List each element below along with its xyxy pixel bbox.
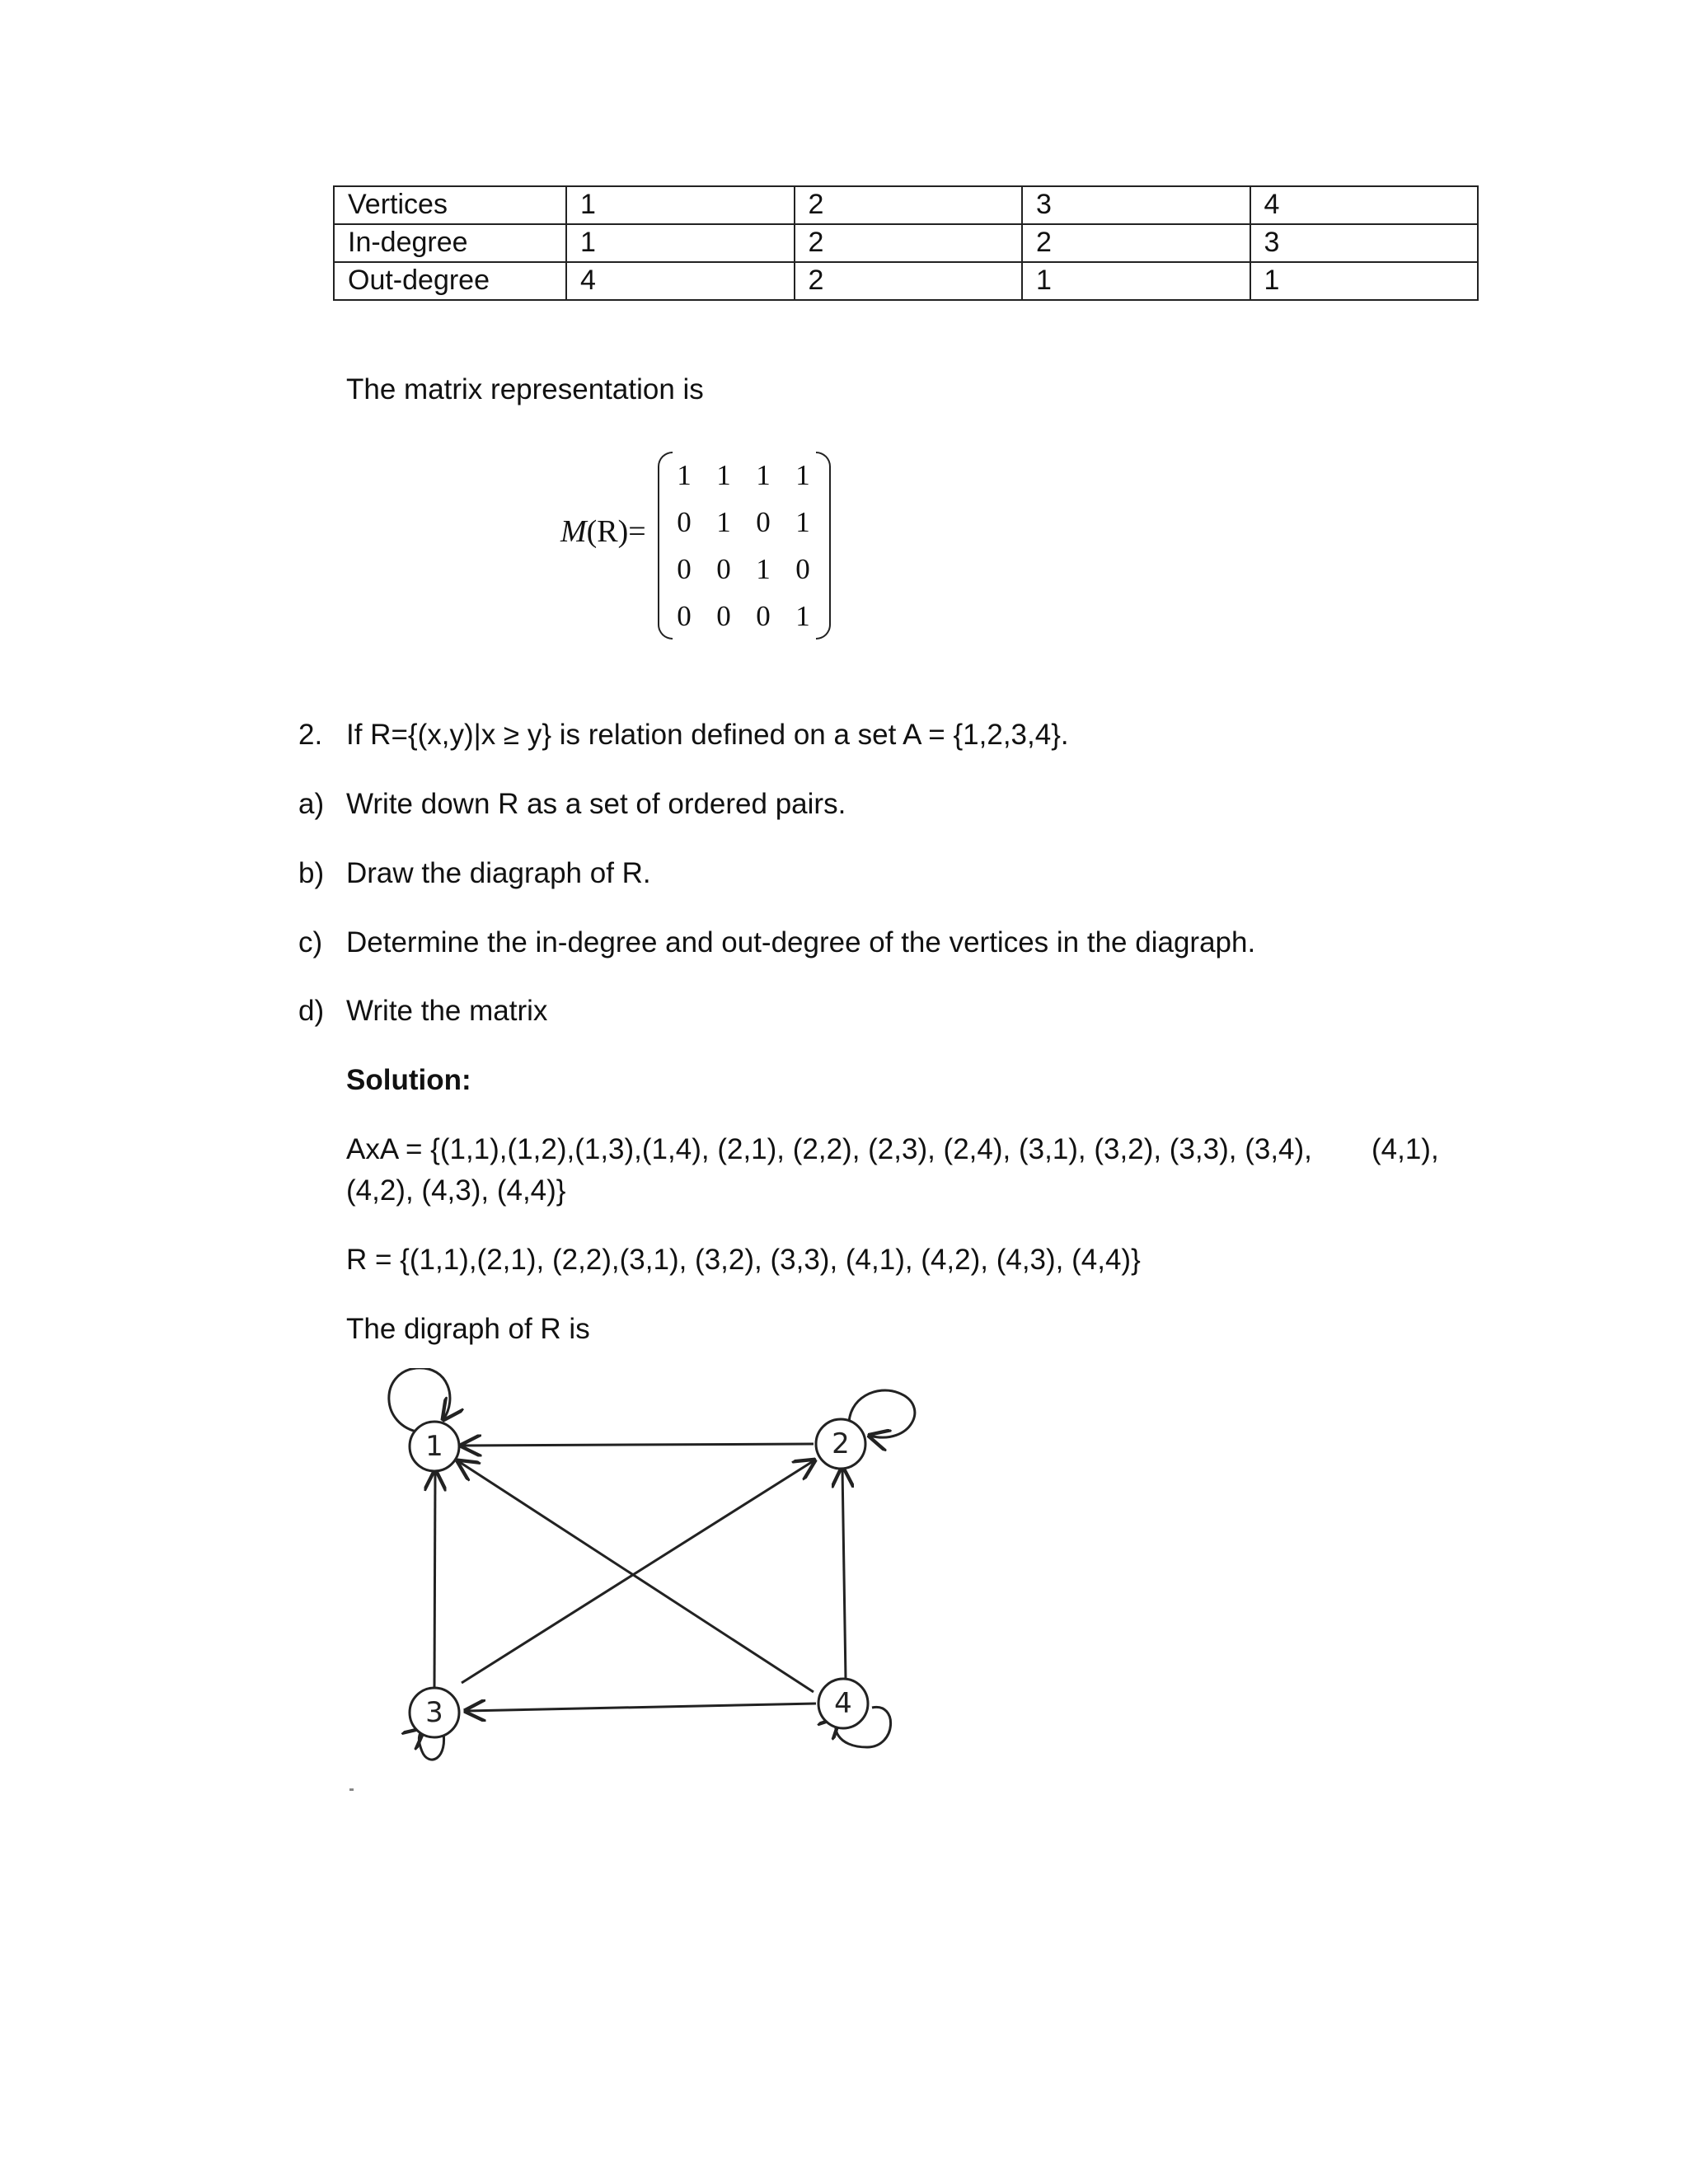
solution-heading: Solution: (346, 1064, 471, 1096)
table-cell: 2 (795, 224, 1023, 262)
row-header: In-degree (334, 224, 566, 262)
node-label: 4 (834, 1687, 852, 1720)
part-marker: b) (298, 857, 325, 889)
table-cell: 2 (1022, 224, 1250, 262)
table-cell: 2 (795, 186, 1023, 224)
table-cell: 1 (566, 186, 795, 224)
degree-table (333, 185, 1479, 301)
table-cell: 1 (1022, 262, 1250, 300)
part-marker: c) (298, 926, 323, 958)
matrix-cell: 0 (677, 599, 692, 632)
question-number: 2. (298, 719, 323, 751)
part-text: Determine the in-degree and out-degree of the vertices in the diagraph. (346, 926, 1256, 958)
table-cell: 2 (795, 262, 1023, 300)
matrix-cell: 1 (756, 458, 771, 491)
axa-line: AxA = {(1,1),(1,2),(1,3),(1,4), (2,1), (2,2), (2,3), (2,4), (3,1), (3,2), (3,3), (3,4), (346, 1133, 1312, 1165)
part-text: Draw the diagraph of R. (346, 857, 651, 889)
table-cell: 3 (1022, 186, 1250, 224)
node-label: 3 (425, 1696, 443, 1729)
matrix-cell: 0 (716, 552, 731, 585)
matrix-grid (664, 452, 823, 640)
stray-mark (349, 1788, 354, 1791)
node-1 (410, 1422, 459, 1471)
edge-2-to-1 (462, 1444, 814, 1446)
matrix-cell: 0 (756, 599, 771, 632)
edge-3-to-1 (434, 1471, 435, 1689)
table-cell: 4 (566, 262, 795, 300)
row-header: Out-degree (334, 262, 566, 300)
matrix-label-arg: (R)= (586, 514, 646, 549)
matrix-cell: 0 (677, 552, 692, 585)
axa-line-end: (4,1), (1372, 1133, 1439, 1165)
matrix-cell: 1 (716, 458, 731, 491)
table-cell: 3 (1250, 224, 1479, 262)
digraph-caption: The digraph of R is (346, 1313, 590, 1345)
question-text: If R={(x,y)|x ≥ y} is relation defined on a set A = {1,2,3,4}. (346, 719, 1069, 751)
matrix-cell: 1 (795, 505, 810, 538)
matrix-cell: 1 (716, 505, 731, 538)
edge-3-to-2 (462, 1460, 814, 1683)
matrix-cell: 0 (716, 599, 731, 632)
axa-line-continued: (4,2), (4,3), (4,4)} (346, 1174, 566, 1207)
adjacency-matrix (560, 452, 841, 640)
edge-4-to-2 (842, 1468, 846, 1679)
node-3 (410, 1688, 459, 1737)
part-marker: d) (298, 995, 325, 1027)
table-row (334, 186, 1478, 224)
edge-4-to-3 (466, 1704, 816, 1711)
node-4 (818, 1679, 868, 1728)
row-header: Vertices (334, 186, 566, 224)
part-text: Write down R as a set of ordered pairs. (346, 788, 846, 820)
matrix-label-func: M (560, 514, 587, 549)
matrix-cell: 1 (795, 458, 810, 491)
right-parenthesis (816, 452, 831, 640)
node-label: 2 (832, 1427, 850, 1460)
matrix-cell: 0 (677, 505, 692, 538)
matrix-cell: 0 (756, 505, 771, 538)
matrix-cell: 1 (795, 599, 810, 632)
part-marker: a) (298, 788, 325, 820)
table-row (334, 262, 1478, 300)
table-cell: 1 (1250, 262, 1479, 300)
r-set: R = {(1,1),(2,1), (2,2),(3,1), (3,2), (3,3), (4,1), (4,2), (4,3), (4,4)} (346, 1244, 1141, 1276)
node-label: 1 (425, 1430, 443, 1463)
matrix-intro: The matrix representation is (346, 373, 704, 405)
table-row (334, 224, 1478, 262)
table-cell: 4 (1250, 186, 1479, 224)
digraph-drawing (363, 1368, 956, 1780)
part-text: Write the matrix (346, 995, 548, 1027)
table-cell: 1 (566, 224, 795, 262)
matrix-cell: 1 (677, 458, 692, 491)
matrix-cell: 0 (795, 552, 810, 585)
matrix-label (560, 516, 646, 547)
node-2 (816, 1419, 865, 1469)
matrix-cell: 1 (756, 552, 771, 585)
